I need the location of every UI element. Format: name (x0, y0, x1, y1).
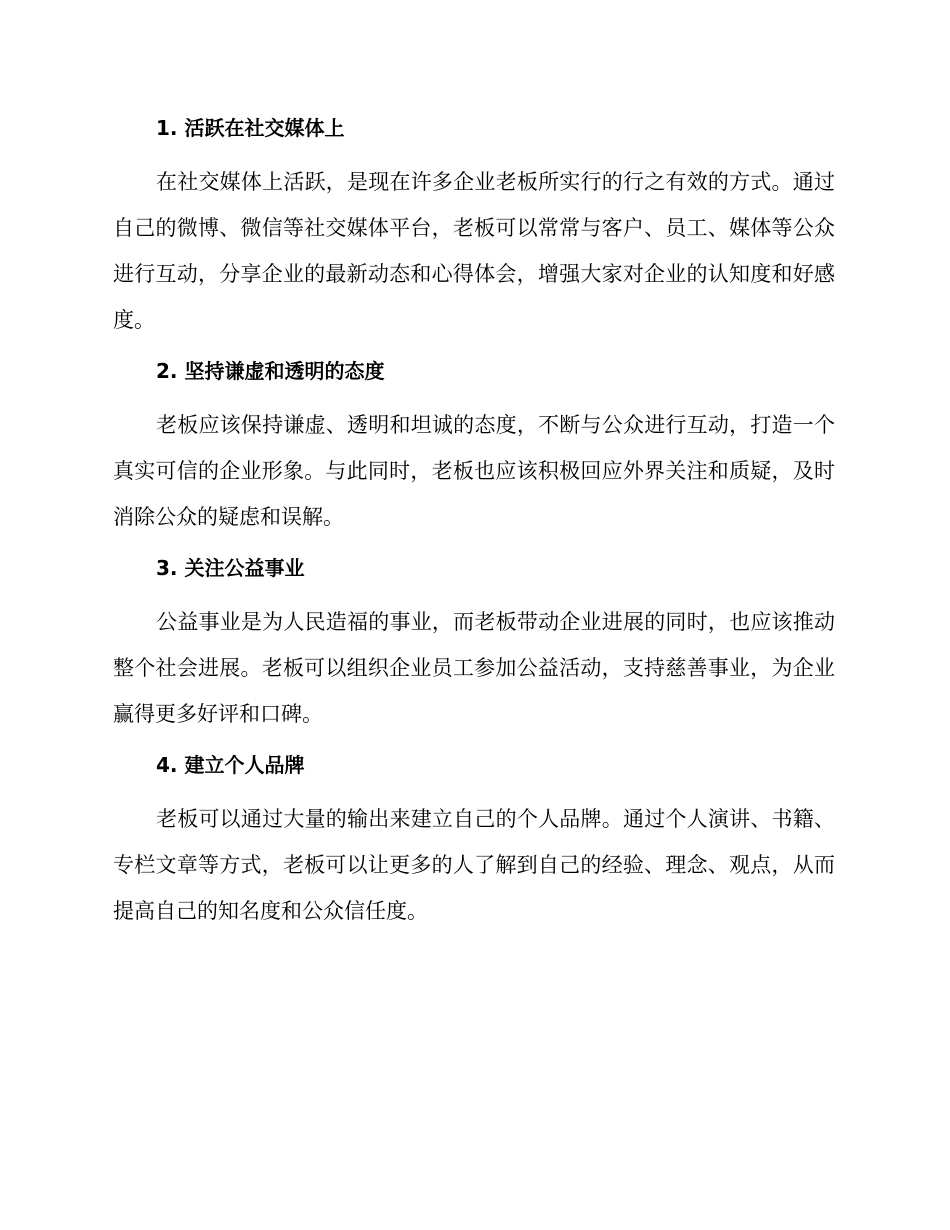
section-heading-2: 2. 坚持谦虚和透明的态度 (156, 359, 385, 383)
section-heading-1: 1. 活跃在社交媒体上 (156, 116, 345, 140)
section-paragraph-2: 老板应该保持谦虚、透明和坦诚的态度，不断与公众进行互动，打造一个真实可信的企业形象。与此同时，老板也应该积极回应外界关注和质疑，及时消除公众的疑虑和误解。 (113, 413, 835, 529)
section-heading-3: 3. 关注公益事业 (156, 556, 305, 580)
document-body (113, 112, 835, 946)
section-paragraph-4: 老板可以通过大量的输出来建立自己的个人品牌。通过个人演讲、书籍、专栏文章等方式，老板可以让更多的人了解到自己的经验、理念、观点，从而提高自己的知名度和公众信任度。 (113, 807, 835, 923)
section-heading-4: 4. 建立个人品牌 (156, 753, 305, 777)
section-paragraph-1: 在社交媒体上活跃，是现在许多企业老板所实行的行之有效的方式。通过自己的微博、微信等社交媒体平台，老板可以常常与客户、员工、媒体等公众进行互动，分享企业的最新动态和心得体会，增强大家对企业的认知度和好感度。 (113, 170, 835, 332)
section-paragraph-3: 公益事业是为人民造福的事业，而老板带动企业进展的同时，也应该推动整个社会进展。老板可以组织企业员工参加公益活动，支持慈善事业，为企业赢得更多好评和口碑。 (113, 610, 835, 726)
